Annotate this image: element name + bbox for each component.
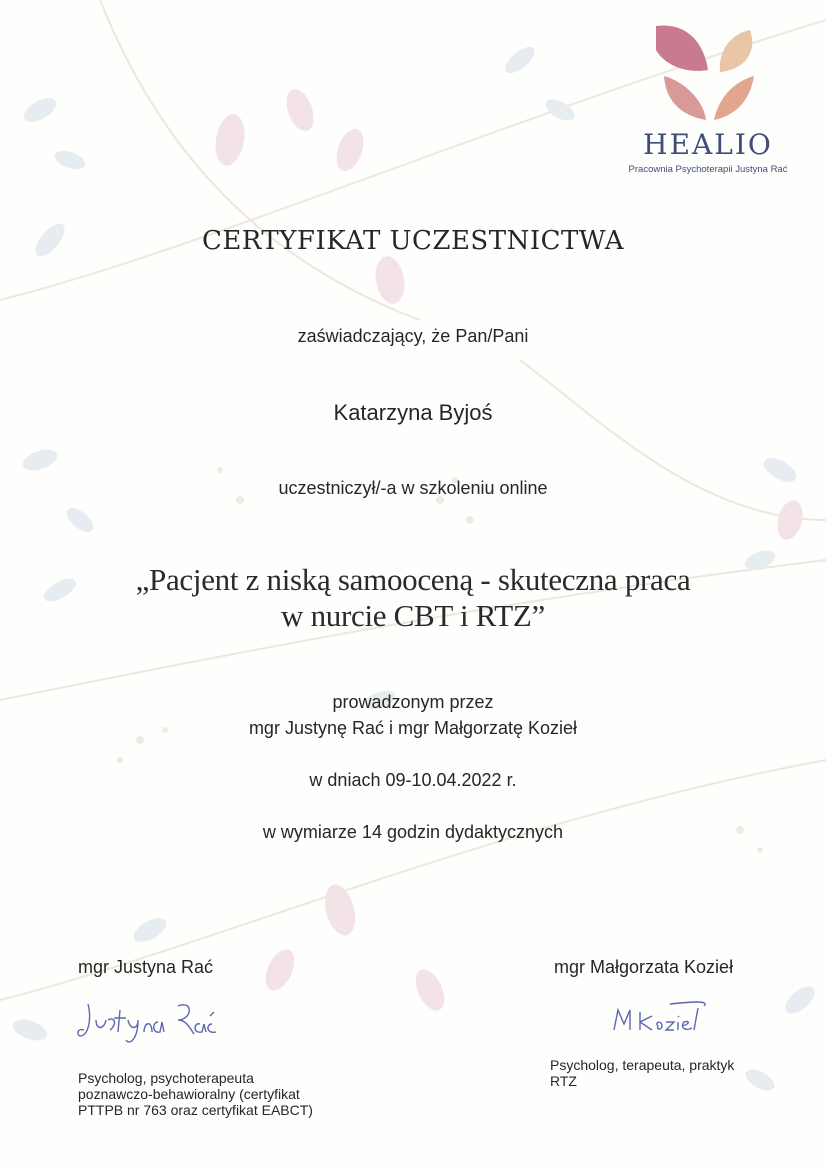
course-title — [0, 562, 826, 634]
certificate-title: CERTYFIKAT UCZESTNICTWA — [201, 226, 625, 256]
signatory-name-left: mgr Justyna Rać — [78, 957, 214, 977]
signatory-desc-left — [78, 1070, 313, 1118]
participation-text: uczestniczył/-a w szkoleniu online — [278, 478, 548, 498]
attest-text: zaświadczający, że Pan/Pani — [297, 326, 529, 346]
signature-left-image — [74, 990, 274, 1050]
participant-name: Katarzyna Byjoś — [333, 400, 493, 425]
signatory-desc-left-line: poznawczo-behawioralny (certyfikat — [78, 1086, 300, 1102]
signatory-name-right: mgr Małgorzata Kozieł — [554, 957, 734, 977]
signatory-desc-right — [550, 1057, 734, 1089]
signatory-desc-left-line: Psycholog, psychoterapeuta — [78, 1070, 254, 1086]
signatory-desc-right-line: RTZ — [550, 1073, 577, 1089]
hours-text: w wymiarze 14 godzin dydaktycznych — [262, 822, 564, 842]
signatory-desc-left-line: PTTPB nr 763 oraz certyfikat EABCT) — [78, 1102, 313, 1118]
course-title-line-2: w nurcie CBT i RTZ” — [281, 598, 545, 633]
signatory-desc-right-line: Psycholog, terapeuta, praktyk — [550, 1057, 735, 1073]
course-title-line-1: „Pacjent z niską samooceną - skuteczna praca — [135, 562, 691, 597]
signature-right-image — [600, 990, 800, 1050]
trainers-text: mgr Justynę Rać i mgr Małgorzatę Kozieł — [248, 718, 578, 738]
brand-subtitle: Pracownia Psychoterapii Justyna Rać — [628, 164, 788, 175]
led-by-text: prowadzonym przez — [332, 692, 494, 712]
dates-text: w dniach 09-10.04.2022 r. — [309, 770, 517, 790]
brand-name: HEALIO — [643, 128, 773, 161]
